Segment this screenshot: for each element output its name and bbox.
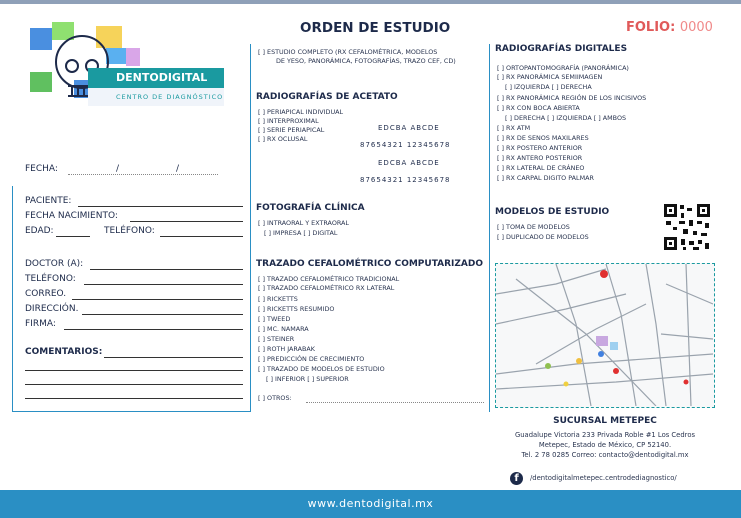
telefono-input[interactable] xyxy=(160,236,243,237)
trazado-item[interactable]: [ ] TRAZADO CEFALOMÉTRICO RX LATERAL xyxy=(258,284,395,292)
tooth-grid-2-bottom[interactable]: 87654321 12345678 xyxy=(360,176,451,184)
digitales-item[interactable]: [ ] RX DE SENOS MAXILARES xyxy=(497,134,589,142)
facebook-link[interactable]: /dentodigitalmetepec.centrodediagnostico/ xyxy=(530,474,677,482)
folio-value: 0000 xyxy=(679,20,713,35)
digitales-item[interactable]: [ ] RX CARPAL DIGITO PALMAR xyxy=(497,174,594,182)
firma-label: FIRMA: xyxy=(25,319,56,329)
otros-input[interactable] xyxy=(306,402,484,403)
trazado-item[interactable]: [ ] TWEED xyxy=(258,315,291,323)
acetato-item[interactable]: [ ] PERIAPICAL INDIVIDUAL xyxy=(258,108,344,116)
otros-item[interactable]: [ ] OTROS: xyxy=(258,394,292,402)
edad-input[interactable] xyxy=(56,236,90,237)
fecha-separator-2: / xyxy=(176,164,180,174)
trazado-item[interactable]: [ ] TRAZADO DE MODELOS DE ESTUDIO xyxy=(258,365,385,373)
comentarios-line-4[interactable] xyxy=(25,398,243,399)
trazado-item[interactable]: [ ] STEINER xyxy=(258,335,295,343)
comentarios-line-3[interactable] xyxy=(25,384,243,385)
trazado-title: TRAZADO CEFALOMÉTRICO COMPUTARIZADO xyxy=(256,259,484,269)
comentarios-line-1[interactable] xyxy=(104,357,243,358)
trazado-item[interactable]: [ ] RICKETTS RESUMIDO xyxy=(258,305,335,313)
doctor-label: DOCTOR (A): xyxy=(25,259,84,269)
divider-left-bottom xyxy=(12,411,250,412)
doctor-input[interactable] xyxy=(90,269,243,270)
telefono-label: TELÉFONO: xyxy=(104,226,155,236)
top-bar xyxy=(0,0,741,4)
trazado-item[interactable]: [ ] RICKETTS xyxy=(258,295,298,303)
trazado-item[interactable]: [ ] ROTH JARABAK xyxy=(258,345,315,353)
estudio-completo-2: DE YESO, PANORÁMICA, FOTOGRAFÍAS, TRAZO CEF, CD) xyxy=(276,57,456,65)
tooth-grid-1-top[interactable]: EDCBA ABCDE xyxy=(378,124,440,132)
correo-input[interactable] xyxy=(72,299,243,300)
acetato-item[interactable]: [ ] SERIE PERIAPICAL xyxy=(258,126,325,134)
location-map[interactable] xyxy=(495,263,715,408)
direccion-label: DIRECCIÓN. xyxy=(25,304,79,314)
comentarios-label: COMENTARIOS: xyxy=(25,347,103,357)
sucursal-title: SUCURSAL METEPEC xyxy=(553,416,657,426)
digitales-item[interactable]: [ ] ORTOPANTOMOGRAFÍA (PANORÁMICA) xyxy=(497,64,629,72)
divider-right xyxy=(489,44,490,412)
nacimiento-label: FECHA NACIMIENTO: xyxy=(25,211,118,221)
folio xyxy=(626,20,713,35)
telefono2-label: TELÉFONO: xyxy=(25,274,76,284)
trazado-item[interactable]: [ ] INFERIOR [ ] SUPERIOR xyxy=(266,375,349,383)
firma-input[interactable] xyxy=(64,329,243,330)
tooth-grid-1-bottom[interactable]: 87654321 12345678 xyxy=(360,141,451,149)
comentarios-line-2[interactable] xyxy=(25,370,243,371)
acetato-item[interactable]: [ ] RX OCLUSAL xyxy=(258,135,308,143)
paciente-input[interactable] xyxy=(78,206,243,207)
digitales-item[interactable]: [ ] DERECHA [ ] IZQUIERDA [ ] AMBOS xyxy=(505,114,627,122)
fecha-label: FECHA: xyxy=(25,164,58,174)
fecha-separator-1: / xyxy=(116,164,120,174)
logo xyxy=(30,20,230,120)
fecha-input[interactable] xyxy=(68,174,218,175)
folio-label: FOLIO: xyxy=(626,20,676,35)
acetato-title: RADIOGRAFÍAS DE ACETATO xyxy=(256,92,398,102)
digitales-item[interactable]: [ ] RX ANTERO POSTERIOR xyxy=(497,154,583,162)
telefono2-input[interactable] xyxy=(84,284,243,285)
modelos-item[interactable]: [ ] DUPLICADO DE MODELOS xyxy=(497,233,589,241)
digitales-item[interactable]: [ ] RX ATM xyxy=(497,124,531,132)
facebook-icon[interactable]: f xyxy=(510,472,523,485)
digitales-title: RADIOGRAFÍAS DIGITALES xyxy=(495,44,628,54)
tooth-grid-2-top[interactable]: EDCBA ABCDE xyxy=(378,159,440,167)
edad-label: EDAD: xyxy=(25,226,54,236)
map-streets xyxy=(496,264,713,406)
digitales-item[interactable]: [ ] RX LATERAL DE CRÁNEO xyxy=(497,164,585,172)
trazado-item[interactable]: [ ] MC. NAMARA xyxy=(258,325,309,333)
website-link[interactable]: www.dentodigital.mx xyxy=(307,497,434,510)
brand-tagline: CENTRO DE DIAGNÓSTICO xyxy=(88,88,224,106)
nacimiento-input[interactable] xyxy=(130,221,243,222)
modelos-item[interactable]: [ ] TOMA DE MODELOS xyxy=(497,223,570,231)
sucursal-address-1: Guadalupe Victoria 233 Privada Roble #1 Los Cedros xyxy=(514,431,696,439)
trazado-item[interactable]: [ ] TRAZADO CEFALOMÉTRICO TRADICIONAL xyxy=(258,275,400,283)
paciente-label: PACIENTE: xyxy=(25,196,72,206)
qr-code-icon[interactable] xyxy=(663,203,711,251)
digitales-item[interactable]: [ ] RX PANORÁMICA SEMIIMAGEN xyxy=(497,73,603,81)
sucursal-contact[interactable]: Tel. 2 78 0285 Correo: contacto@dentodigital.mx xyxy=(521,451,689,459)
divider-left xyxy=(250,44,251,412)
digitales-item[interactable]: [ ] IZQUIERDA [ ] DERECHA xyxy=(505,83,592,91)
digitales-item[interactable]: [ ] RX CON BOCA ABIERTA xyxy=(497,104,580,112)
modelos-title: MODELOS DE ESTUDIO xyxy=(495,207,610,217)
digitales-item[interactable]: [ ] RX POSTERO ANTERIOR xyxy=(497,144,583,152)
divider-left-side xyxy=(12,186,13,412)
brand-name: DENTODIGITAL xyxy=(88,68,224,88)
digitales-item[interactable]: [ ] RX PANORÁMICA REGIÓN DE LOS INCISIVOS xyxy=(497,94,647,102)
trazado-item[interactable]: [ ] PREDICCIÓN DE CRECIMIENTO xyxy=(258,355,365,363)
fotografia-line-1[interactable]: [ ] INTRAORAL Y EXTRAORAL xyxy=(258,219,349,227)
correo-label: CORREO. xyxy=(25,289,67,299)
page-title: ORDEN DE ESTUDIO xyxy=(300,20,451,36)
fotografia-title: FOTOGRAFÍA CLÍNICA xyxy=(256,203,365,213)
fotografia-line-2[interactable]: [ ] IMPRESA [ ] DIGITAL xyxy=(264,229,338,237)
sucursal-address-2: Metepec, Estado de México, CP 52140. xyxy=(538,441,672,449)
estudio-completo-1[interactable]: [ ] ESTUDIO COMPLETO (RX CEFALOMÉTRICA, MODELOS xyxy=(258,48,438,56)
direccion-input[interactable] xyxy=(82,314,243,315)
acetato-item[interactable]: [ ] INTERPROXIMAL xyxy=(258,117,319,125)
